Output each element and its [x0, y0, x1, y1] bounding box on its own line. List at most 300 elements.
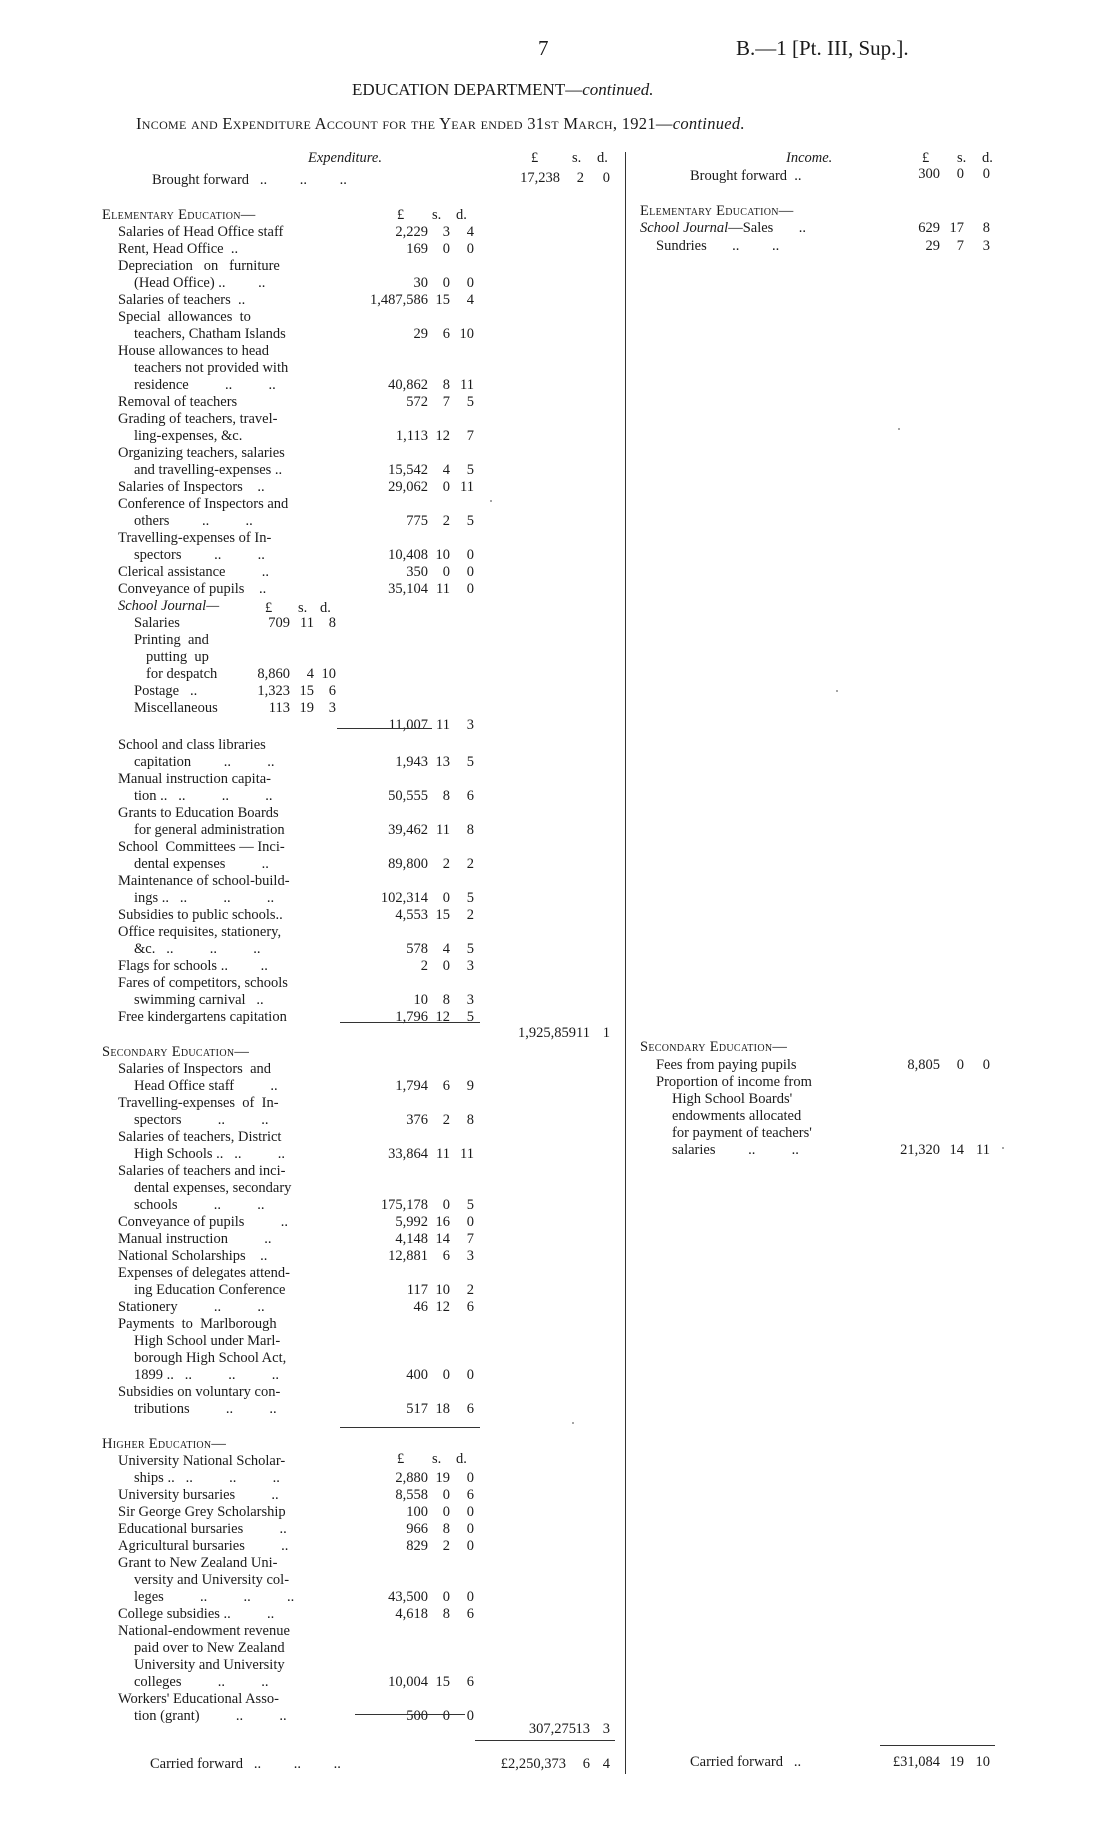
school-journal-amount-pence: 6	[328, 683, 336, 699]
school-journal-amount-pounds: 1,323	[257, 683, 290, 699]
elementary-item-line: capitation .. ..	[134, 754, 275, 770]
elementary-item-line: others .. ..	[134, 513, 253, 529]
secondary-item-line: Stationery .. ..	[118, 1299, 265, 1315]
higher-amount-pence: 6	[466, 1606, 474, 1622]
higher-total-rule	[475, 1740, 615, 1741]
secondary-item-line: National Scholarships ..	[118, 1248, 268, 1264]
secondary-item-line: 1899 .. .. .. ..	[134, 1367, 279, 1383]
elementary-item-line: Rent, Head Office ..	[118, 241, 239, 257]
higher-amount-shillings: 0	[442, 1708, 450, 1724]
elementary-amount-pence: 6	[466, 788, 474, 804]
elementary-amount-pence: 0	[466, 275, 474, 291]
secondary-amount-pence: 8	[466, 1112, 474, 1128]
higher-amount-pence: 0	[466, 1708, 474, 1724]
elementary-amount-pence: 5	[466, 1009, 474, 1025]
elementary-total-shillings: 11	[576, 1025, 590, 1041]
secondary-amount-shillings: 10	[435, 1282, 450, 1298]
higher-amount-pounds: 4,618	[395, 1606, 428, 1622]
elementary-amount-pounds: 10	[413, 992, 428, 1008]
elementary-amount-shillings: 3	[442, 224, 450, 240]
department-title: EDUCATION DEPARTMENT—continued.	[352, 80, 654, 99]
elementary-item-line: and travelling-expenses ..	[134, 462, 283, 478]
higher-sub-col-pence: d.	[456, 1451, 467, 1467]
higher-sub-col-pounds: £	[397, 1451, 405, 1467]
elementary-item-line: ling-expenses, &c.	[134, 428, 243, 444]
secondary-income-amount-pounds: 8,805	[907, 1057, 940, 1073]
secondary-amount-pounds: 12,881	[388, 1248, 428, 1264]
elementary-item-line: Conveyance of pupils ..	[118, 581, 267, 597]
expenditure-carried-forward-pence: 4	[602, 1756, 610, 1772]
elementary-amount-pounds: 11,007	[388, 717, 428, 733]
higher-subtotal-rule	[355, 1714, 465, 1715]
elementary-subtotal-rule	[340, 1022, 480, 1023]
school-journal-amount-pence: 10	[321, 666, 336, 682]
higher-amount-pence: 0	[466, 1521, 474, 1537]
school-journal-amount-pounds: 8,860	[257, 666, 290, 682]
elementary-amount-shillings: 15	[435, 907, 450, 923]
elementary-amount-pence: 10	[459, 326, 474, 342]
higher-item-line: University National Scholar-	[118, 1453, 286, 1469]
elementary-amount-pounds: 350	[406, 564, 428, 580]
secondary-item-line: Salaries of Inspectors and	[118, 1061, 272, 1077]
elementary-amount-pence: 0	[466, 581, 474, 597]
elementary-item-line: House allowances to head	[118, 343, 269, 359]
higher-item-line: Educational bursaries ..	[118, 1521, 287, 1537]
higher-amount-shillings: 2	[442, 1538, 450, 1554]
elementary-item-line: School Journal—	[118, 598, 220, 614]
income-brought-forward-shillings: 0	[956, 166, 964, 182]
higher-amount-pounds: 10,004	[388, 1674, 428, 1690]
secondary-income-amount-pence: 11	[976, 1142, 990, 1158]
elementary-item-line: ings .. .. .. ..	[134, 890, 275, 906]
expenditure-carried-forward-shillings: 6	[582, 1756, 590, 1772]
elementary-amount-pence: 5	[466, 462, 474, 478]
column-divider	[625, 152, 626, 1774]
secondary-income-amount-shillings: 0	[956, 1057, 964, 1073]
secondary-amount-pounds: 117	[406, 1282, 428, 1298]
secondary-income-line: High School Boards'	[672, 1091, 793, 1107]
secondary-amount-shillings: 6	[442, 1248, 450, 1264]
secondary-amount-pence: 9	[466, 1078, 474, 1094]
secondary-item-line: tributions .. ..	[134, 1401, 277, 1417]
elementary-amount-pence: 4	[466, 224, 474, 240]
higher-amount-shillings: 8	[442, 1521, 450, 1537]
elementary-item-line: Clerical assistance ..	[118, 564, 269, 580]
sundries-label: Sundries .. ..	[656, 238, 780, 254]
school-journal-amount-pounds: 113	[268, 700, 290, 716]
elementary-sub-col-pence: d.	[456, 207, 467, 223]
higher-item-line: University bursaries ..	[118, 1487, 279, 1503]
expenditure-col-pence: d.	[597, 150, 608, 166]
higher-total-shillings: 13	[575, 1721, 590, 1737]
elementary-income-amount-shillings: 17	[949, 220, 964, 236]
elementary-amount-shillings: 13	[435, 754, 450, 770]
higher-expenditure-heading: Higher Education—	[102, 1436, 227, 1452]
secondary-item-line: Expenses of delegates attend-	[118, 1265, 290, 1281]
elementary-total-pounds: 1,925,859	[518, 1025, 576, 1041]
income-col-pounds: £	[922, 150, 930, 166]
elementary-income-amount-shillings: 7	[956, 238, 964, 254]
secondary-amount-pounds: 400	[406, 1367, 428, 1383]
expenditure-carried-forward-label: Carried forward .. .. ..	[150, 1756, 341, 1772]
higher-amount-shillings: 15	[435, 1674, 450, 1690]
secondary-amount-pence: 3	[466, 1248, 474, 1264]
elementary-amount-shillings: 8	[442, 788, 450, 804]
higher-amount-shillings: 19	[435, 1470, 450, 1486]
secondary-item-line: Manual instruction ..	[118, 1231, 272, 1247]
elementary-amount-shillings: 8	[442, 377, 450, 393]
higher-amount-pence: 6	[466, 1674, 474, 1690]
higher-sub-col-shillings: s.	[432, 1451, 442, 1467]
secondary-item-line: High School under Marl-	[134, 1333, 281, 1349]
account-title: Income and Expenditure Account for the Year ended 31st March, 1921—continued.	[136, 114, 745, 133]
elementary-amount-pence: 3	[466, 717, 474, 733]
expenditure-brought-forward-pence: 0	[602, 170, 610, 186]
expenditure-brought-forward-label: Brought forward .. .. ..	[152, 172, 347, 188]
elementary-amount-pounds: 15,542	[388, 462, 428, 478]
expenditure-col-pounds: £	[531, 150, 539, 166]
secondary-item-line: dental expenses, secondary	[134, 1180, 292, 1196]
income-brought-forward-pence: 0	[982, 166, 990, 182]
elementary-amount-pounds: 578	[406, 941, 428, 957]
elementary-amount-shillings: 0	[442, 564, 450, 580]
elementary-amount-shillings: 8	[442, 992, 450, 1008]
elementary-amount-pounds: 30	[413, 275, 428, 291]
elementary-amount-pence: 5	[466, 890, 474, 906]
higher-item-line: College subsidies .. ..	[118, 1606, 275, 1622]
elementary-total-pence: 1	[602, 1025, 610, 1041]
elementary-item-line: putting up	[146, 649, 209, 665]
expenditure-heading: Expenditure.	[308, 150, 382, 166]
elementary-item-line: School and class libraries	[118, 737, 266, 753]
elementary-item-line: residence .. ..	[134, 377, 276, 393]
school-journal-col-pounds: £	[265, 600, 273, 616]
elementary-amount-pence: 3	[466, 992, 474, 1008]
elementary-item-line: teachers, Chatham Islands	[134, 326, 286, 342]
secondary-item-line: Subsidies on voluntary con-	[118, 1384, 281, 1400]
secondary-amount-pence: 5	[466, 1197, 474, 1213]
elementary-amount-pounds: 2	[420, 958, 428, 974]
higher-amount-pence: 6	[466, 1487, 474, 1503]
secondary-item-line: Head Office staff ..	[134, 1078, 278, 1094]
elementary-amount-pounds: 1,487,586	[370, 292, 428, 308]
secondary-expenditure-heading: Secondary Education—	[102, 1044, 250, 1060]
school-journal-amount-shillings: 11	[300, 615, 314, 631]
secondary-amount-pounds: 33,864	[388, 1146, 428, 1162]
higher-item-line: Workers' Educational Asso-	[118, 1691, 279, 1707]
elementary-amount-shillings: 4	[442, 941, 450, 957]
elementary-sub-col-shillings: s.	[432, 207, 442, 223]
higher-amount-pounds: 43,500	[388, 1589, 428, 1605]
elementary-item-line: Special allowances to	[118, 309, 251, 325]
secondary-income-amount-pence: 0	[982, 1057, 990, 1073]
elementary-item-line: spectors .. ..	[134, 547, 265, 563]
elementary-item-line: Travelling-expenses of In-	[118, 530, 272, 546]
elementary-amount-shillings: 7	[442, 394, 450, 410]
higher-item-line: versity and University col-	[134, 1572, 290, 1588]
elementary-amount-pence: 11	[460, 479, 474, 495]
elementary-item-line: Grants to Education Boards	[118, 805, 279, 821]
secondary-amount-shillings: 12	[435, 1299, 450, 1315]
secondary-item-line: Conveyance of pupils ..	[118, 1214, 288, 1230]
secondary-amount-pounds: 376	[406, 1112, 428, 1128]
income-carried-forward-label: Carried forward ..	[690, 1754, 802, 1770]
secondary-amount-shillings: 6	[442, 1078, 450, 1094]
elementary-amount-shillings: 0	[442, 275, 450, 291]
scan-speck	[572, 1422, 574, 1424]
secondary-amount-pence: 11	[460, 1146, 474, 1162]
elementary-amount-pounds: 102,314	[380, 890, 428, 906]
elementary-amount-pounds: 29	[413, 326, 428, 342]
higher-item-line: Sir George Grey Scholarship	[118, 1504, 286, 1520]
elementary-amount-pounds: 1,943	[395, 754, 428, 770]
elementary-income-amount-pounds: 29	[925, 238, 940, 254]
elementary-amount-shillings: 0	[442, 890, 450, 906]
income-heading: Income.	[786, 150, 833, 166]
higher-item-line: Grant to New Zealand Uni-	[118, 1555, 278, 1571]
elementary-sub-col-pounds: £	[397, 207, 405, 223]
elementary-amount-pounds: 39,462	[388, 822, 428, 838]
elementary-income-amount-pence: 8	[982, 220, 990, 236]
elementary-amount-pence: 5	[466, 394, 474, 410]
higher-item-line: Agricultural bursaries ..	[118, 1538, 289, 1554]
school-journal-amount-shillings: 4	[306, 666, 314, 682]
elementary-item-line: Postage ..	[134, 683, 198, 699]
elementary-item-line: Manual instruction capita-	[118, 771, 272, 787]
secondary-amount-shillings: 11	[436, 1146, 450, 1162]
elementary-amount-shillings: 11	[436, 822, 450, 838]
higher-item-line: colleges .. ..	[134, 1674, 269, 1690]
school-journal-amount-pence: 8	[328, 615, 336, 631]
elementary-item-line: Miscellaneous	[134, 700, 218, 716]
elementary-item-line: &c. .. .. ..	[134, 941, 261, 957]
elementary-amount-pence: 5	[466, 754, 474, 770]
higher-amount-pounds: 829	[406, 1538, 428, 1554]
higher-amount-pounds: 100	[406, 1504, 428, 1520]
elementary-amount-shillings: 11	[436, 717, 450, 733]
higher-item-line: leges .. .. ..	[134, 1589, 295, 1605]
elementary-item-line: Salaries	[134, 615, 180, 631]
elementary-amount-pence: 3	[466, 958, 474, 974]
elementary-item-line: (Head Office) .. ..	[134, 275, 266, 291]
secondary-item-line: schools .. ..	[134, 1197, 265, 1213]
secondary-income-amount-shillings: 14	[949, 1142, 964, 1158]
higher-item-line: ships .. .. .. ..	[134, 1470, 280, 1486]
secondary-amount-shillings: 16	[435, 1214, 450, 1230]
school-journal-amount-pounds: 709	[268, 615, 290, 631]
secondary-item-line: Salaries of teachers, District	[118, 1129, 282, 1145]
higher-amount-shillings: 0	[442, 1487, 450, 1503]
secondary-amount-pounds: 175,178	[380, 1197, 428, 1213]
secondary-amount-pence: 0	[466, 1367, 474, 1383]
page-number: 7	[538, 36, 549, 60]
elementary-item-line: Office requisites, stationery,	[118, 924, 282, 940]
secondary-item-line: spectors .. ..	[134, 1112, 269, 1128]
higher-amount-pounds: 8,558	[395, 1487, 428, 1503]
expenditure-brought-forward-shillings: 2	[576, 170, 584, 186]
elementary-amount-pounds: 50,555	[388, 788, 428, 804]
higher-amount-pence: 0	[466, 1538, 474, 1554]
elementary-amount-pence: 2	[466, 907, 474, 923]
elementary-amount-shillings: 12	[435, 1009, 450, 1025]
secondary-amount-shillings: 14	[435, 1231, 450, 1247]
elementary-amount-shillings: 0	[442, 241, 450, 257]
elementary-amount-pounds: 35,104	[388, 581, 428, 597]
secondary-income-line: salaries .. ..	[672, 1142, 799, 1158]
secondary-income-line: endowments allocated	[672, 1108, 802, 1124]
elementary-amount-pounds: 1,796	[395, 1009, 428, 1025]
secondary-amount-pounds: 517	[406, 1401, 428, 1417]
secondary-subtotal-rule	[340, 1427, 480, 1428]
elementary-amount-pence: 8	[466, 822, 474, 838]
elementary-amount-shillings: 6	[442, 326, 450, 342]
higher-item-line: tion (grant) .. ..	[134, 1708, 287, 1724]
higher-amount-pence: 0	[466, 1589, 474, 1605]
income-col-shillings: s.	[957, 150, 967, 166]
elementary-amount-shillings: 2	[442, 856, 450, 872]
elementary-amount-pounds: 1,113	[395, 428, 428, 444]
secondary-income-line: for payment of teachers'	[672, 1125, 812, 1141]
income-brought-forward-label: Brought forward ..	[690, 168, 802, 184]
elementary-amount-pence: 0	[466, 564, 474, 580]
elementary-amount-shillings: 15	[435, 292, 450, 308]
secondary-item-line: High Schools .. .. ..	[134, 1146, 286, 1162]
elementary-item-line: Salaries of teachers ..	[118, 292, 246, 308]
elementary-amount-shillings: 0	[442, 479, 450, 495]
elementary-income-heading: Elementary Education—	[640, 203, 794, 219]
school-journal-amount-pence: 3	[328, 700, 336, 716]
secondary-item-line: Salaries of teachers and inci-	[118, 1163, 286, 1179]
secondary-item-line: Payments to Marlborough	[118, 1316, 277, 1332]
school-journal-col-pence: d.	[320, 600, 331, 616]
elementary-item-line: Subsidies to public schools..	[118, 907, 283, 923]
school-journal-sales-label: School Journal—Sales ..	[640, 220, 806, 236]
secondary-amount-pence: 2	[466, 1282, 474, 1298]
elementary-income-amount-pounds: 629	[918, 220, 940, 236]
higher-amount-pounds: 966	[406, 1521, 428, 1537]
elementary-amount-pounds: 29,062	[388, 479, 428, 495]
elementary-item-line: dental expenses ..	[134, 856, 269, 872]
elementary-amount-shillings: 12	[435, 428, 450, 444]
secondary-amount-pence: 0	[466, 1214, 474, 1230]
elementary-item-line: Printing and	[134, 632, 209, 648]
higher-amount-pounds: 500	[406, 1708, 428, 1724]
elementary-amount-pounds: 2,229	[395, 224, 428, 240]
secondary-amount-pence: 6	[466, 1401, 474, 1417]
scan-speck	[490, 500, 492, 502]
elementary-amount-pence: 5	[466, 513, 474, 529]
elementary-amount-pounds: 572	[406, 394, 428, 410]
scan-speck	[836, 690, 838, 692]
elementary-amount-pence: 4	[466, 292, 474, 308]
scan-speck	[1002, 1147, 1004, 1149]
secondary-item-line: borough High School Act,	[134, 1350, 287, 1366]
elementary-amount-shillings: 4	[442, 462, 450, 478]
elementary-item-line: Maintenance of school-build-	[118, 873, 290, 889]
elementary-amount-pence: 5	[466, 941, 474, 957]
higher-item-line: paid over to New Zealand	[134, 1640, 285, 1656]
elementary-item-line: Salaries of Head Office staff	[118, 224, 284, 240]
elementary-amount-pounds: 89,800	[388, 856, 428, 872]
secondary-amount-pounds: 5,992	[395, 1214, 428, 1230]
elementary-item-line: tion .. .. .. ..	[134, 788, 273, 804]
income-carried-forward-pence: 10	[975, 1754, 990, 1770]
income-carried-forward-shillings: 19	[949, 1754, 964, 1770]
elementary-amount-pounds: 4,553	[395, 907, 428, 923]
secondary-amount-pence: 6	[466, 1299, 474, 1315]
elementary-amount-shillings: 2	[442, 513, 450, 529]
elementary-expenditure-heading: Elementary Education—	[102, 207, 256, 223]
income-brought-forward-pounds: 300	[918, 166, 940, 182]
school-journal-col-shillings: s.	[298, 600, 308, 616]
higher-amount-pounds: 2,880	[395, 1470, 428, 1486]
income-total-rule	[880, 1745, 995, 1746]
secondary-amount-shillings: 0	[442, 1197, 450, 1213]
elementary-amount-pounds: 169	[406, 241, 428, 257]
secondary-income-amount-pounds: 21,320	[900, 1142, 940, 1158]
elementary-item-line: Fares of competitors, schools	[118, 975, 288, 991]
elementary-item-line: teachers not provided with	[134, 360, 289, 376]
secondary-income-heading: Secondary Education—	[640, 1039, 788, 1055]
income-col-pence: d.	[982, 150, 993, 166]
secondary-amount-pounds: 46	[413, 1299, 428, 1315]
secondary-amount-pence: 7	[466, 1231, 474, 1247]
elementary-amount-pounds: 40,862	[388, 377, 428, 393]
school-journal-amount-shillings: 15	[299, 683, 314, 699]
elementary-item-line: Flags for schools .. ..	[118, 958, 268, 974]
higher-item-line: National-endowment revenue	[118, 1623, 290, 1639]
secondary-amount-shillings: 0	[442, 1367, 450, 1383]
higher-total-pounds: 307,275	[528, 1721, 576, 1737]
higher-total-pence: 3	[602, 1721, 610, 1737]
secondary-income-line: Fees from paying pupils	[656, 1057, 797, 1073]
elementary-amount-pence: 0	[466, 547, 474, 563]
school-journal-amount-shillings: 19	[299, 700, 314, 716]
secondary-income-line: Proportion of income from	[656, 1074, 812, 1090]
elementary-item-line: Depreciation on furniture	[118, 258, 280, 274]
elementary-item-line: swimming carnival ..	[134, 992, 264, 1008]
elementary-income-amount-pence: 3	[982, 238, 990, 254]
elementary-item-line: Conference of Inspectors and	[118, 496, 289, 512]
expenditure-carried-forward-pounds: £2,250,373	[500, 1756, 566, 1772]
elementary-item-line: for despatch	[146, 666, 218, 682]
elementary-amount-pence: 0	[466, 241, 474, 257]
elementary-item-line: Free kindergartens capitation	[118, 1009, 287, 1025]
secondary-item-line: Travelling-expenses of In-	[118, 1095, 279, 1111]
elementary-amount-pence: 2	[466, 856, 474, 872]
elementary-amount-pence: 11	[460, 377, 474, 393]
elementary-amount-shillings: 0	[442, 958, 450, 974]
secondary-amount-shillings: 18	[435, 1401, 450, 1417]
scan-speck	[898, 428, 900, 430]
elementary-item-line: School Committees — Inci-	[118, 839, 285, 855]
expenditure-brought-forward-pounds: 17,238	[520, 170, 560, 186]
elementary-amount-shillings: 10	[435, 547, 450, 563]
secondary-amount-pounds: 4,148	[395, 1231, 428, 1247]
elementary-item-line: for general administration	[134, 822, 285, 838]
school-journal-subtotal-rule	[337, 728, 432, 729]
secondary-item-line: ing Education Conference	[134, 1282, 286, 1298]
elementary-amount-shillings: 11	[436, 581, 450, 597]
expenditure-col-shillings: s.	[572, 150, 582, 166]
elementary-item-line: Removal of teachers	[118, 394, 238, 410]
elementary-amount-pounds: 10,408	[388, 547, 428, 563]
higher-amount-shillings: 0	[442, 1589, 450, 1605]
income-carried-forward-pounds: £31,084	[892, 1754, 940, 1770]
higher-amount-pence: 0	[466, 1504, 474, 1520]
elementary-amount-pounds: 775	[406, 513, 428, 529]
elementary-item-line: Salaries of Inspectors ..	[118, 479, 265, 495]
